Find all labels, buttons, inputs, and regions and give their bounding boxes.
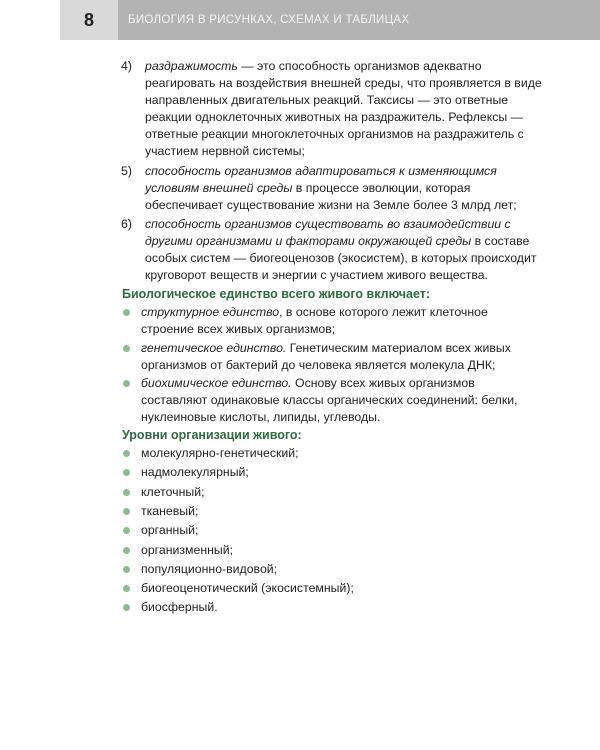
item-term: структурное единство — [141, 305, 280, 320]
item-number: 5) — [121, 163, 132, 178]
item-term: способность организмов адаптироваться к изменяющимся условиям внешней среды — [145, 163, 497, 195]
bullet-dot-icon — [123, 469, 130, 476]
bullet-dot-icon — [123, 585, 130, 592]
item-text: Генетическим материалом всех живых организмов от бактерий до человека является молекула ДНК; — [141, 340, 511, 372]
bullet-dot-icon — [123, 345, 130, 352]
bullet-dot-icon — [123, 508, 130, 515]
page-content — [118, 58, 543, 619]
numbered-item — [118, 216, 543, 284]
level-item — [118, 484, 543, 503]
level-item — [118, 522, 543, 541]
level-item — [118, 580, 543, 599]
numbered-item — [118, 58, 543, 161]
level-text: надмолекулярный; — [141, 465, 249, 480]
item-number: 6) — [121, 216, 132, 231]
bullet-dot-icon — [123, 566, 130, 573]
bullet-dot-icon — [123, 450, 130, 457]
item-text: в процессе эволюции, которая обеспечивает существование жизни на Земле более 3 млрд лет; — [145, 180, 517, 212]
level-item — [118, 464, 543, 483]
item-term: генетическое единство. — [141, 340, 287, 355]
level-text: организменный; — [141, 542, 234, 557]
item-text: — это способность организмов адекватно реагировать на воздействия внешней среды, что проявляется в виде направленных двигательных реакций. Таксисы — это ответные реакции одноклеточных животных на раздражитель. Рефлексы — ответные реакции многоклеточных организмов на раздражитель с участием нервной системы; — [145, 59, 542, 159]
numbered-item — [118, 163, 543, 214]
level-text: биосферный. — [141, 600, 218, 615]
level-text: тканевый; — [141, 503, 199, 518]
level-item — [118, 599, 543, 618]
item-text: , в основе которого лежит клеточное строение всех живых организмов; — [141, 305, 488, 337]
item-text: Основу всех живых организмов составляют одинаковые классы органических соединений: белки, нуклеиновые кислоты, липиды, углеводы. — [141, 375, 518, 424]
level-item — [118, 445, 543, 464]
running-title: БИОЛОГИЯ В РИСУНКАХ, СХЕМАХ И ТАБЛИЦАХ — [118, 0, 600, 40]
level-item — [118, 542, 543, 561]
level-item — [118, 503, 543, 522]
page-header — [60, 0, 600, 40]
level-text: популяционно-видовой; — [141, 561, 278, 576]
levels-heading: Уровни организации живого: — [122, 427, 302, 442]
item-text: в составе особых систем — биогеоценозов (экосистем), в которых происходит круговорот веществ и энергии с участием живого вещества. — [145, 233, 537, 283]
level-text: биогеоценотический (экосистемный); — [141, 581, 354, 596]
item-number: 4) — [121, 59, 132, 73]
bullet-dot-icon — [123, 527, 130, 534]
level-text: органный; — [141, 523, 199, 538]
item-term: биохимическое единство. — [141, 375, 292, 390]
unity-item — [118, 375, 543, 426]
level-item — [118, 561, 543, 580]
page-number: 8 — [60, 0, 118, 40]
bullet-dot-icon — [123, 489, 130, 496]
bullet-dot-icon — [123, 604, 130, 611]
level-text: клеточный; — [141, 484, 205, 499]
bullet-dot-icon — [123, 309, 130, 316]
unity-item — [118, 304, 543, 338]
level-text: молекулярно-генетический; — [141, 446, 299, 461]
bullet-dot-icon — [123, 380, 130, 387]
unity-heading: Биологическое единство всего живого включает: — [122, 287, 431, 302]
bullet-dot-icon — [123, 547, 130, 554]
unity-item — [118, 340, 543, 374]
item-term: способность организмов существовать во взаимодействии с другими организмами и факторами окружающей среды — [145, 216, 511, 248]
item-term: раздражимость — [145, 59, 238, 73]
